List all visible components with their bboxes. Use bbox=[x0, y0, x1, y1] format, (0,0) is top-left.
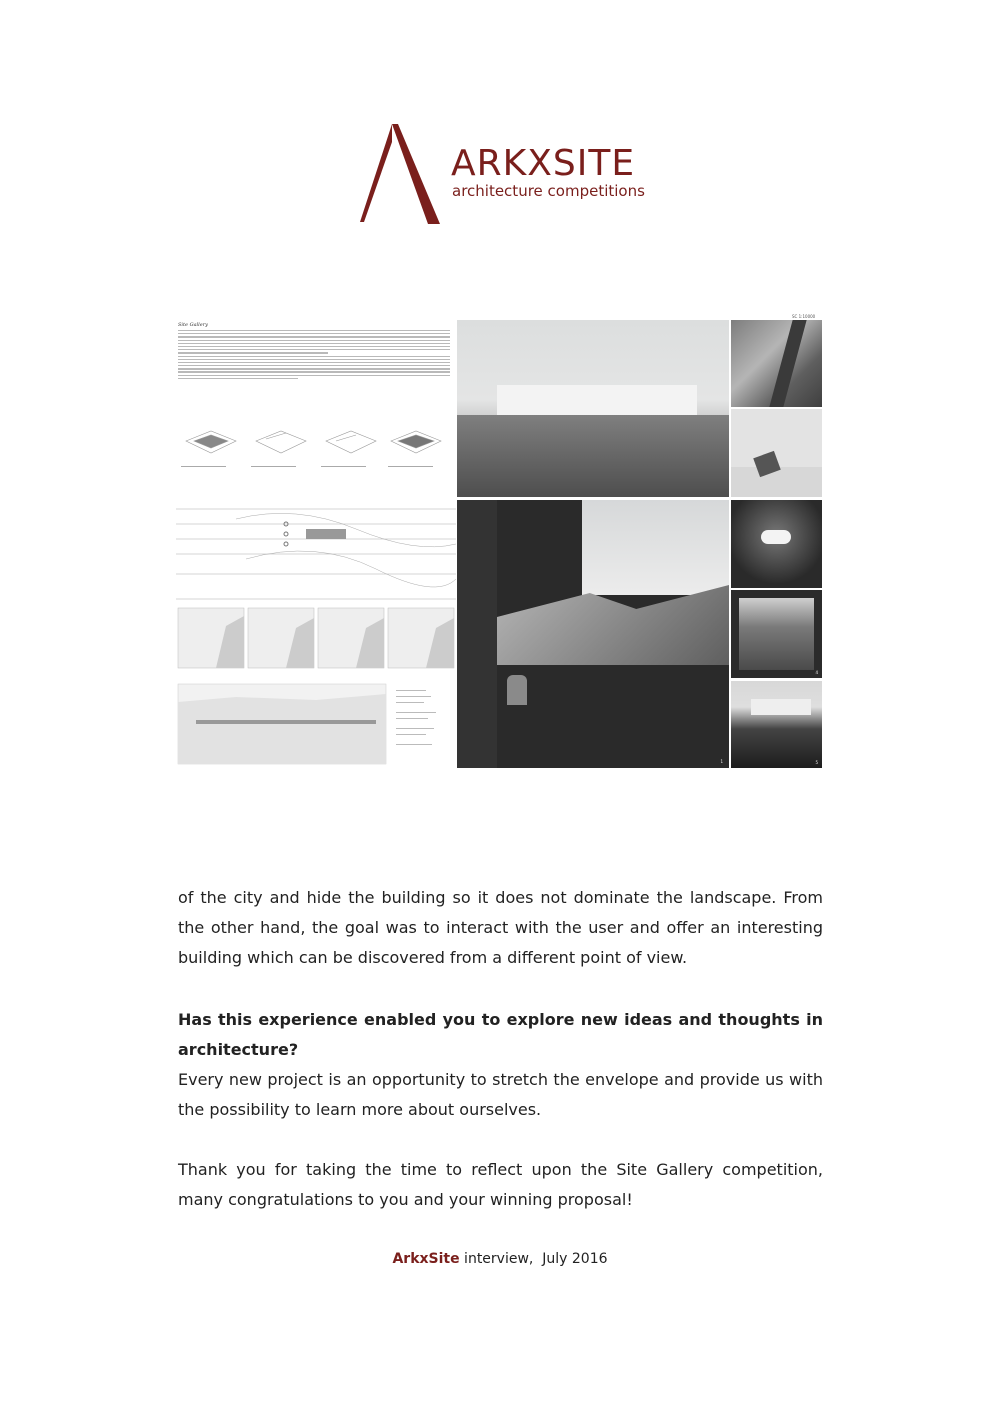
scale-label: SC 1:10000 bbox=[792, 314, 816, 319]
cloud-room-render bbox=[731, 500, 822, 588]
logo-title: ARKXSITE bbox=[451, 143, 636, 184]
footer-date: interview, July 2016 bbox=[459, 1251, 608, 1267]
board-description bbox=[176, 330, 456, 379]
aerial-map bbox=[731, 320, 822, 407]
person-on-ledge-photo bbox=[731, 409, 822, 497]
panel-number-4: 4 bbox=[815, 670, 818, 675]
window-view-render bbox=[731, 590, 822, 678]
interview-question: Has this experience enabled you to explore new ideas and thoughts in architecture? bbox=[178, 1010, 823, 1059]
panel-number-5: 5 bbox=[815, 760, 818, 765]
city-view-render bbox=[457, 320, 729, 497]
long-section bbox=[176, 682, 456, 768]
competition-board bbox=[176, 316, 823, 771]
board-text-column bbox=[176, 316, 456, 379]
footer-credit bbox=[0, 1251, 1000, 1267]
closing-thanks: Thank you for taking the time to reflect upon the Site Gallery competition, many congratulations to you and your winning proposal! bbox=[178, 1160, 823, 1209]
footer-brand: ArkxSite bbox=[392, 1251, 460, 1267]
site-plan bbox=[176, 499, 456, 604]
site-sections bbox=[176, 606, 456, 671]
interview-answer: Every new project is an opportunity to stretch the envelope and provide us with the possibility to learn more about ourselves. bbox=[178, 1070, 823, 1119]
panel-number-1: 1 bbox=[720, 759, 723, 764]
logo-a-mark-icon bbox=[358, 122, 448, 228]
interior-render bbox=[457, 500, 729, 768]
logo-subtitle: architecture competitions bbox=[452, 182, 645, 200]
site-diagrams bbox=[176, 421, 456, 481]
cliff-buildings-photo bbox=[731, 681, 822, 768]
interview-question-block bbox=[178, 1005, 823, 1125]
paragraph-landscape: of the city and hide the building so it does not dominate the landscape. From the other hand, the goal was to interact with the user and offer an interesting building which can be discovered from a different point of view. bbox=[178, 888, 823, 967]
closing-block bbox=[178, 1155, 823, 1215]
board-title: Site Gallery bbox=[178, 322, 208, 328]
interview-body bbox=[178, 883, 823, 973]
